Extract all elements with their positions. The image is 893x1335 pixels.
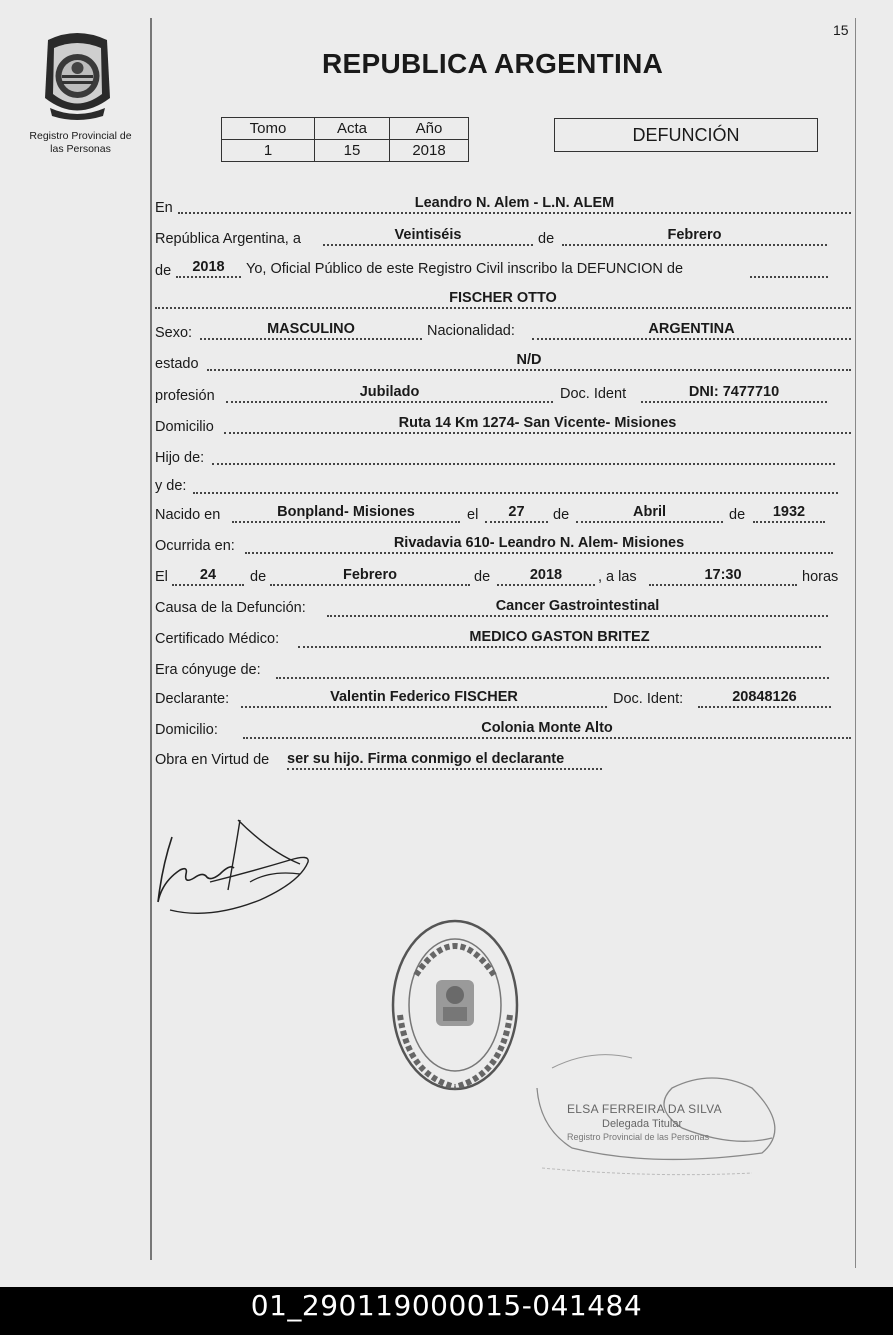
official-statement: Yo, Oficial Público de este Registro Civil inscribo la DEFUNCION de bbox=[246, 261, 684, 277]
registry-line-2: las Personas bbox=[50, 143, 111, 155]
doc-ident-field: DNI: 7477710 bbox=[641, 384, 827, 403]
registrar-office: Registro Provincial de las Personas bbox=[567, 1132, 710, 1142]
anio-value: 2018 bbox=[390, 140, 469, 162]
province-coat-of-arms-logo bbox=[40, 28, 115, 120]
declarante-field: Valentin Federico FISCHER bbox=[241, 689, 607, 708]
acta-value: 15 bbox=[315, 140, 390, 162]
registrar-name: ELSA FERREIRA DA SILVA bbox=[567, 1102, 722, 1116]
de-label-5: de bbox=[250, 569, 267, 585]
de-label-3: de bbox=[553, 507, 570, 523]
nacido-en-field: Bonpland- Misiones bbox=[232, 504, 460, 523]
registry-table bbox=[221, 117, 469, 162]
birth-month-field: Abril bbox=[576, 504, 723, 523]
day-words-field: Veintiséis bbox=[323, 227, 533, 246]
sexo-label: Sexo: bbox=[155, 325, 193, 341]
ocurrida-en-label: Ocurrida en: bbox=[155, 538, 235, 554]
a-las-label: , a las bbox=[598, 569, 637, 585]
doc-ident-label: Doc. Ident bbox=[560, 386, 627, 402]
hijo-de-label: Hijo de: bbox=[155, 450, 205, 466]
death-time-field: 17:30 bbox=[649, 567, 797, 586]
document-title: REPUBLICA ARGENTINA bbox=[322, 48, 664, 79]
doc-ident-2-field: 20848126 bbox=[698, 689, 831, 708]
tomo-header: Tomo bbox=[222, 118, 315, 140]
registrar-stamp bbox=[532, 1048, 784, 1183]
estado-label: estado bbox=[155, 356, 199, 372]
death-month-field: Febrero bbox=[270, 567, 470, 586]
doc-ident-2-label: Doc. Ident: bbox=[613, 691, 684, 707]
certificate-type: DEFUNCIÓN bbox=[554, 118, 818, 152]
sexo-field: MASCULINO bbox=[200, 321, 422, 340]
de-label-4: de bbox=[729, 507, 746, 523]
conyuge-field bbox=[276, 660, 829, 679]
ocurrida-en-field: Rivadavia 610- Leandro N. Alem- Misiones bbox=[245, 535, 833, 554]
official-statement-blank bbox=[750, 259, 828, 278]
death-year-field: 2018 bbox=[497, 567, 595, 586]
domicilio-label: Domicilio bbox=[155, 419, 214, 435]
domicilio-field: Ruta 14 Km 1274- San Vicente- Misiones bbox=[224, 415, 851, 434]
anio-header: Año bbox=[390, 118, 469, 140]
nacionalidad-field: ARGENTINA bbox=[532, 321, 851, 340]
registrar-title: Delegada Titular bbox=[602, 1118, 683, 1130]
profesion-field: Jubilado bbox=[226, 384, 553, 403]
horas-label: horas bbox=[802, 569, 839, 585]
month-field: Febrero bbox=[562, 227, 827, 246]
registry-name bbox=[18, 130, 143, 156]
domicilio-2-label: Domicilio: bbox=[155, 722, 218, 738]
right-margin-line bbox=[855, 18, 856, 1268]
page-number: 15 bbox=[833, 22, 849, 38]
obra-field: ser su hijo. Firma conmigo el declarante bbox=[287, 751, 602, 770]
declarant-signature bbox=[150, 812, 320, 922]
causa-field: Cancer Gastrointestinal bbox=[327, 598, 828, 617]
left-margin-line bbox=[150, 18, 152, 1260]
causa-label: Causa de la Defunción: bbox=[155, 600, 306, 616]
certificado-label: Certificado Médico: bbox=[155, 631, 280, 647]
declarante-label: Declarante: bbox=[155, 691, 230, 707]
de-label-2: de bbox=[155, 263, 172, 279]
el-label-2: El bbox=[155, 569, 168, 585]
en-label: En bbox=[155, 200, 173, 216]
nacionalidad-label: Nacionalidad: bbox=[427, 323, 515, 339]
acta-header: Acta bbox=[315, 118, 390, 140]
en-field: Leandro N. Alem - L.N. ALEM bbox=[178, 195, 851, 214]
domicilio-2-field: Colonia Monte Alto bbox=[243, 720, 851, 739]
birth-year-field: 1932 bbox=[753, 504, 825, 523]
el-label: el bbox=[467, 507, 479, 523]
y-de-label: y de: bbox=[155, 478, 187, 494]
official-seal bbox=[388, 915, 523, 1095]
profesion-label: profesión bbox=[155, 388, 215, 404]
certificado-field: MEDICO GASTON BRITEZ bbox=[298, 629, 821, 648]
deceased-name-field: FISCHER OTTO bbox=[155, 290, 851, 309]
republica-label: República Argentina, a bbox=[155, 231, 301, 247]
tomo-value: 1 bbox=[222, 140, 315, 162]
year-field: 2018 bbox=[176, 259, 241, 278]
barcode-id: 01_290119000015-041484 bbox=[250, 1289, 643, 1322]
de-label-1: de bbox=[538, 231, 555, 247]
estado-field: N/D bbox=[207, 352, 851, 371]
obra-label: Obra en Virtud de bbox=[155, 752, 270, 768]
y-de-field bbox=[193, 475, 838, 494]
hijo-de-field bbox=[212, 446, 835, 465]
nacido-en-label: Nacido en bbox=[155, 507, 221, 523]
death-day-field: 24 bbox=[172, 567, 244, 586]
registry-line-1: Registro Provincial de bbox=[29, 130, 132, 142]
de-label-6: de bbox=[474, 569, 491, 585]
birth-day-field: 27 bbox=[485, 504, 548, 523]
conyuge-label: Era cónyuge de: bbox=[155, 662, 261, 678]
